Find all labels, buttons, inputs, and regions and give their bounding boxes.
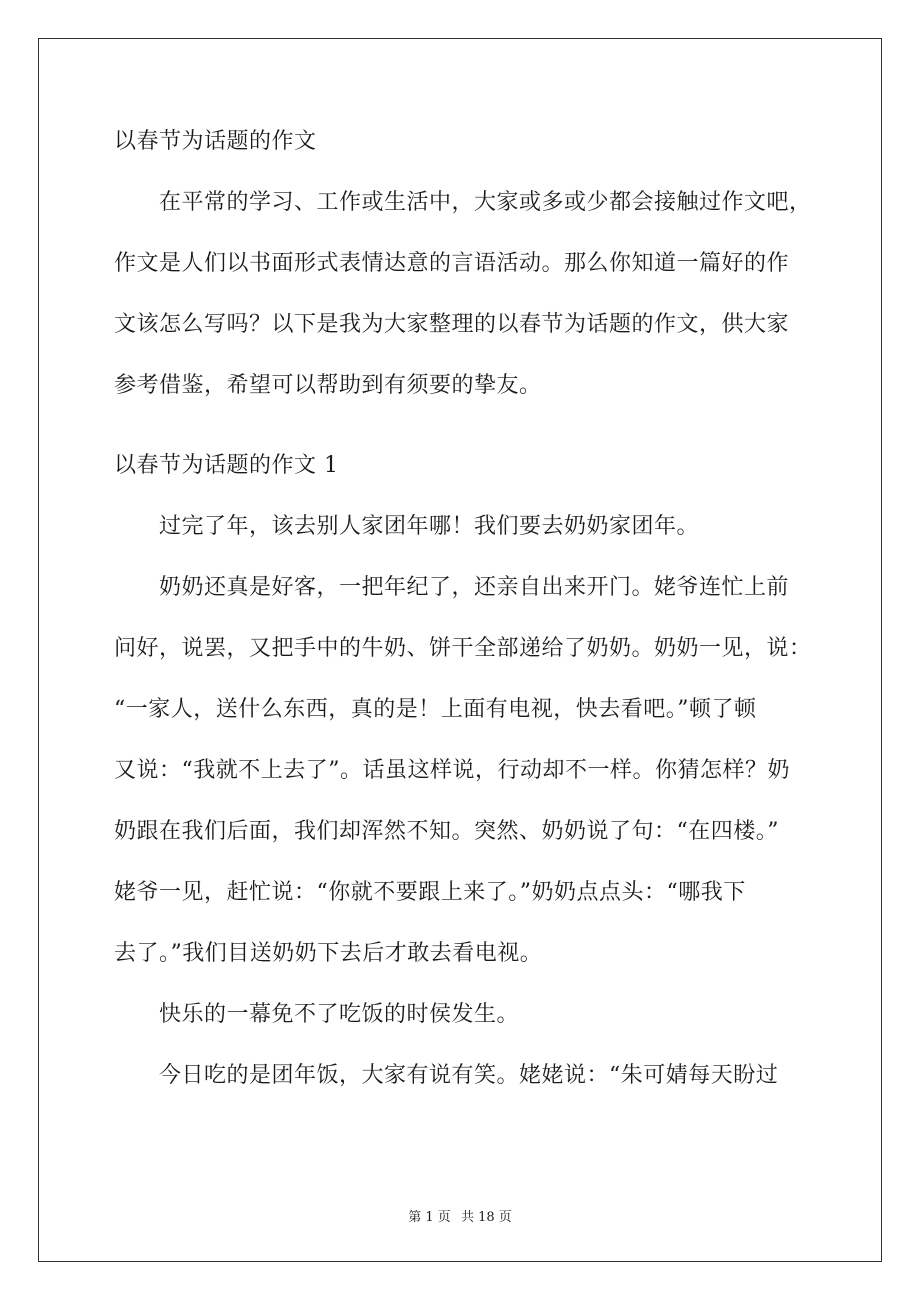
page-footer bbox=[0, 1206, 920, 1225]
intro-line: 文该怎么写吗？以下是我为大家整理的以春节为话题的作文，供大家 bbox=[114, 312, 790, 337]
intro-line: 在平常的学习、工作或生活中，大家或多或少都会接触过作文吧， bbox=[159, 190, 812, 215]
body-line: 又说：“我就不上去了”。话虽这样说，行动却不一样。你猜怎样？奶 bbox=[114, 758, 790, 783]
body-line: 问好，说罢，又把手中的牛奶、饼干全部递给了奶奶。奶奶一见，说： bbox=[114, 636, 812, 661]
document-title: 以春节为话题的作文 bbox=[114, 129, 317, 154]
section-title: 以春节为话题的作文 1 bbox=[114, 453, 339, 478]
body-line: 去了。”我们目送奶奶下去后才敢去看电视。 bbox=[114, 941, 543, 966]
intro-line: 作文是人们以书面形式表情达意的言语活动。那么你知道一篇好的作 bbox=[114, 251, 790, 276]
body-line: 奶奶还真是好客，一把年纪了，还亲自出来开门。姥爷连忙上前 bbox=[159, 575, 790, 600]
document-content bbox=[114, 122, 814, 1117]
body-line: 过完了年，该去别人家团年哪！我们要去奶奶家团年。 bbox=[159, 514, 700, 539]
body-line: “一家人，送什么东西，真的是！上面有电视，快去看吧。”顿了顿 bbox=[114, 697, 757, 722]
body-line: 奶跟在我们后面，我们却浑然不知。突然、奶奶说了句：“在四楼。” bbox=[114, 819, 779, 844]
body-line: 今日吃的是团年饭，大家有说有笑。姥姥说：“朱可婧每天盼过 bbox=[159, 1063, 779, 1088]
page-total: 共 18 页 bbox=[460, 1210, 512, 1225]
body-line: 姥爷一见，赶忙说：“你就不要跟上来了。”奶奶点点头：“哪我下 bbox=[114, 880, 746, 905]
page-number: 第 1 页 bbox=[408, 1210, 451, 1225]
intro-line: 参考借鉴，希望可以帮助到有须要的挚友。 bbox=[114, 373, 542, 398]
body-line: 快乐的一幕免不了吃饭的时侯发生。 bbox=[159, 1002, 520, 1027]
